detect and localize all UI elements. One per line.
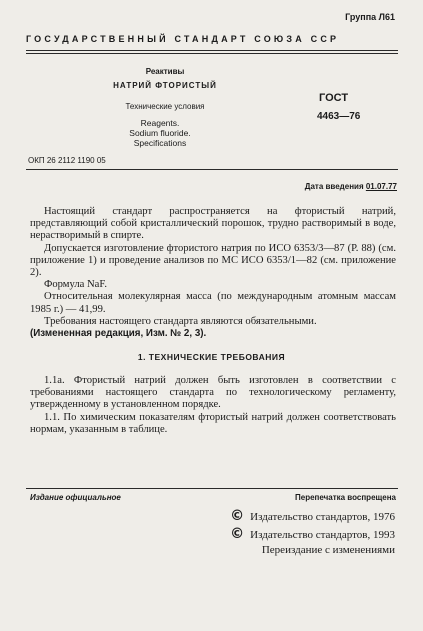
okp-code: ОКП 26 2112 1190 05 xyxy=(28,156,106,165)
paragraph: Допускается изготовление фтористого натрия по ИСО 6353/3—87 (Р. 88) (см. приложение 1) и проведение анализов по МС ИСО 6353/1—82 (см. приложение 2). xyxy=(30,242,396,279)
intro-date xyxy=(305,182,397,191)
intro-date-label: Дата введения xyxy=(304,182,364,191)
intro-date-value: 01.07.77 xyxy=(365,182,397,191)
paragraph: Требования настоящего стандарта являются обязательными. xyxy=(44,315,317,327)
official-edition: Издание официальное xyxy=(30,493,121,502)
amendment-note: (Измененная редакция, Изм. № 2, 3). xyxy=(30,328,207,340)
paragraph: Формула NaF. xyxy=(44,279,108,291)
copyright-line xyxy=(230,508,395,524)
reissue-note: Переиздание с изменениями xyxy=(261,544,395,556)
english-line: Sodium fluoride. xyxy=(129,128,191,138)
header-rule xyxy=(26,50,398,51)
state-standard-heading: ГОСУДАРСТВЕННЫЙ СТАНДАРТ СОЮЗА ССР xyxy=(26,34,340,44)
gost-number: 4463—76 xyxy=(317,111,361,122)
english-line: Reagents. xyxy=(140,118,180,128)
copyright-icon: © xyxy=(230,526,245,542)
english-line: Specifications xyxy=(133,138,187,148)
title-rule xyxy=(26,169,398,170)
spec-subtitle: Технические условия xyxy=(125,102,205,111)
product-title: НАТРИЙ ФТОРИСТЫЙ xyxy=(113,81,217,90)
group-code: Группа Л61 xyxy=(345,12,395,22)
section-body xyxy=(30,375,396,436)
paragraph: 1.1. По химическим показателям фтористый натрий должен соответствовать нормам, указанным в таблице. xyxy=(30,411,396,435)
copyright-text: Издательство стандартов, 1976 xyxy=(250,511,395,523)
category-title: Реактивы xyxy=(145,67,185,76)
paragraph: 1.1а. Фтористый натрий должен быть изготовлен в соответствии с требованиями настоящего стандарта по технологическому регламенту, утвержденному в установленном порядке. xyxy=(30,375,396,411)
section-title: 1. ТЕХНИЧЕСКИЕ ТРЕБОВАНИЯ xyxy=(137,352,286,362)
paragraph: Относительная молекулярная масса (по международным атомным массам 1985 г.) — 41,99. xyxy=(30,291,396,315)
reprint-notice: Перепечатка воспрещена xyxy=(295,493,396,502)
copyright-icon: © xyxy=(230,508,245,524)
footer-rule xyxy=(26,488,398,489)
paragraph: Настоящий стандарт распространяется на фтористый натрий, представляющий собой кристаллический порошок, трудно растворимый в воде, нерастворимый в спирте. xyxy=(30,206,396,242)
copyright-line xyxy=(230,526,395,542)
intro-body xyxy=(30,206,396,340)
header-rule-secondary xyxy=(26,53,398,54)
copyright-text: Издательство стандартов, 1993 xyxy=(250,529,395,541)
gost-label: ГОСТ xyxy=(319,92,349,104)
english-title xyxy=(0,118,320,148)
